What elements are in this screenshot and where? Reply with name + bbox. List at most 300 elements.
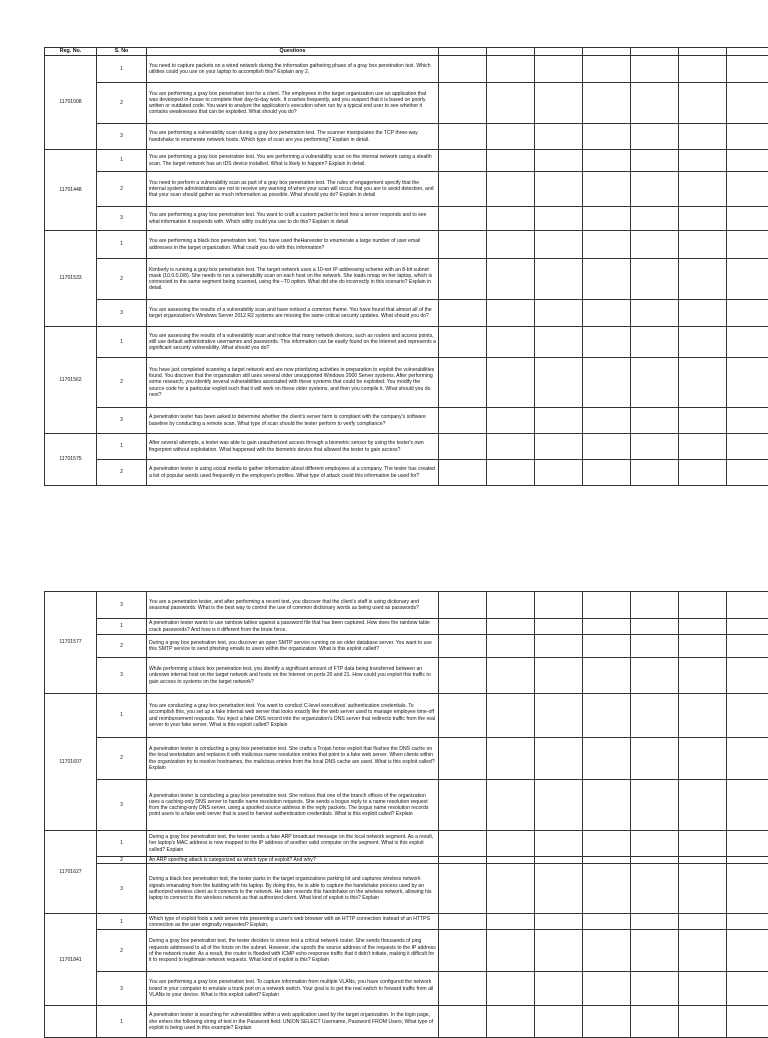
empty-cell (727, 408, 768, 434)
empty-cell (535, 857, 583, 864)
reg-no-cell: 11701448 (45, 150, 97, 231)
empty-cell (583, 864, 631, 914)
table-row (45, 831, 768, 857)
empty-cell (679, 592, 727, 619)
empty-cell (439, 327, 487, 358)
empty-cell (631, 857, 679, 864)
question-cell: An ARP spoofing attack is categorized as which type of exploit? And why? (147, 857, 439, 864)
empty-cell (535, 259, 583, 300)
question-cell: While performing a black box penetration test, you identify a significant amount of FTP data being transferred between an unknown internal host on the target network and hosts on the Internet on ports 20 and 21. How could you exploit this traffic to gain access to systems on the target network? (147, 658, 439, 694)
empty-cell (583, 972, 631, 1006)
reg-no-cell: 11701575 (45, 434, 97, 486)
empty-cell (679, 124, 727, 150)
empty-cell (487, 1006, 535, 1038)
empty-cell (583, 83, 631, 124)
empty-cell (631, 914, 679, 930)
question-cell: During a gray box penetration test, the tester decides to stress test a critical network router. She sends thousands of ping requests addressed to all of the hosts on the subnet. However, she spoofs the source address of the requests to the IP address of the network router. As a result, the router is flooded with ICMP echo response traffic that it didn't initiate, making it difficult for it to respond to legitimate network requests. What kind of exploit is this? Explain (147, 930, 439, 972)
questions-header: Questions (147, 48, 439, 56)
empty-cell (439, 259, 487, 300)
s-no-cell: 2 (97, 259, 147, 300)
table-row (45, 124, 768, 150)
empty-cell (487, 172, 535, 207)
empty-cell (679, 150, 727, 172)
empty-cell (439, 56, 487, 83)
s-no-cell: 2 (97, 358, 147, 408)
empty-cell (439, 83, 487, 124)
empty-cell (487, 592, 535, 619)
empty-cell (679, 831, 727, 857)
empty-cell (583, 150, 631, 172)
empty-cell (487, 694, 535, 738)
s-no-cell: 2 (97, 930, 147, 972)
s-no-cell: 3 (97, 658, 147, 694)
empty-cell (535, 914, 583, 930)
empty-cell (727, 150, 768, 172)
empty-cell (679, 864, 727, 914)
empty-cell (631, 124, 679, 150)
empty-cell (535, 694, 583, 738)
empty-cell (727, 694, 768, 738)
empty-cell (631, 56, 679, 83)
empty-cell (439, 207, 487, 231)
reg-no-cell: 11701533 (45, 231, 97, 327)
empty-cell (727, 259, 768, 300)
empty-cell (535, 658, 583, 694)
empty-cell (535, 460, 583, 486)
empty-cell (535, 780, 583, 831)
empty-cell (727, 930, 768, 972)
empty-cell (487, 831, 535, 857)
empty-cell (631, 930, 679, 972)
empty-cell (487, 56, 535, 83)
empty-cell (727, 300, 768, 327)
s-no-cell: 1 (97, 1006, 147, 1038)
reg-no-cell: 11701607 (45, 694, 97, 831)
empty-cell (583, 930, 631, 972)
empty-cell (679, 635, 727, 658)
header-row (45, 48, 768, 56)
reg-no-header: Reg. No. (45, 48, 97, 56)
empty-header-cell (727, 48, 768, 56)
empty-cell (439, 300, 487, 327)
question-cell: You are assessing the results of a vulnerability scan and have noticed a common theme. You have found that almost all of the target organization's Windows Server 2012 R2 systems are missing the same critical security updates. What should you do? (147, 300, 439, 327)
empty-cell (631, 259, 679, 300)
s-no-cell: 3 (97, 592, 147, 619)
empty-cell (535, 635, 583, 658)
empty-cell (487, 914, 535, 930)
table-row (45, 300, 768, 327)
empty-cell (583, 460, 631, 486)
empty-cell (631, 738, 679, 780)
empty-cell (631, 408, 679, 434)
empty-cell (487, 327, 535, 358)
empty-cell (583, 738, 631, 780)
table-row (45, 592, 768, 619)
empty-cell (583, 259, 631, 300)
empty-cell (727, 914, 768, 930)
table-row (45, 56, 768, 83)
empty-cell (535, 831, 583, 857)
table-row (45, 207, 768, 231)
empty-cell (583, 635, 631, 658)
table-row (45, 231, 768, 259)
table-row (45, 780, 768, 831)
question-cell: After several attempts, a tester was able to gain unauthorized access through a biometric sensor by using the tester's own fingerprint without exploitation. What happened with the biometric device that allowed the tester to gain access? (147, 434, 439, 460)
empty-cell (679, 231, 727, 259)
s-no-cell: 2 (97, 738, 147, 780)
empty-cell (439, 460, 487, 486)
table-row (45, 738, 768, 780)
empty-cell (487, 619, 535, 635)
empty-cell (631, 658, 679, 694)
empty-header-cell (487, 48, 535, 56)
empty-cell (535, 619, 583, 635)
table-row (45, 694, 768, 738)
empty-cell (679, 1006, 727, 1038)
s-no-header: S. No (97, 48, 147, 56)
s-no-cell: 2 (97, 172, 147, 207)
empty-cell (487, 358, 535, 408)
empty-header-cell (439, 48, 487, 56)
question-cell: You need to perform a vulnerability scan as part of a gray box penetration test. The rules of engagement specify that the internal system administrators are not to receive any warning of when your scan will occur, that you are to avoid detection, and that your scan should gather as much information as possible. What should you do? Explain in detail (147, 172, 439, 207)
empty-cell (487, 738, 535, 780)
empty-cell (583, 831, 631, 857)
empty-cell (487, 658, 535, 694)
empty-cell (487, 408, 535, 434)
empty-cell (727, 207, 768, 231)
empty-cell (679, 857, 727, 864)
empty-cell (631, 972, 679, 1006)
empty-cell (583, 231, 631, 259)
empty-cell (535, 738, 583, 780)
empty-cell (535, 150, 583, 172)
s-no-cell: 3 (97, 864, 147, 914)
s-no-cell: 1 (97, 694, 147, 738)
table-row (45, 864, 768, 914)
empty-cell (679, 930, 727, 972)
s-no-cell: 3 (97, 124, 147, 150)
empty-cell (631, 780, 679, 831)
s-no-cell: 2 (97, 83, 147, 124)
empty-cell (727, 658, 768, 694)
empty-cell (679, 460, 727, 486)
empty-cell (583, 434, 631, 460)
empty-cell (631, 635, 679, 658)
empty-cell (487, 259, 535, 300)
empty-cell (727, 327, 768, 358)
reg-no-cell: 11701562 (45, 327, 97, 434)
empty-cell (679, 694, 727, 738)
empty-cell (679, 434, 727, 460)
empty-cell (439, 358, 487, 408)
empty-cell (439, 930, 487, 972)
empty-cell (583, 780, 631, 831)
empty-cell (631, 1006, 679, 1038)
empty-cell (727, 857, 768, 864)
empty-cell (439, 864, 487, 914)
empty-cell (487, 972, 535, 1006)
empty-cell (535, 231, 583, 259)
empty-cell (727, 124, 768, 150)
empty-cell (727, 592, 768, 619)
empty-cell (439, 1006, 487, 1038)
empty-cell (631, 592, 679, 619)
question-cell: A penetration tester is searching for vulnerabilities within a web application used by the target organization. In the login page, she enters the following string of text in the Password field: UNION SELECT Username, Password FROM Users; What type of exploit is being used in this example? Explain (147, 1006, 439, 1038)
empty-cell (583, 124, 631, 150)
s-no-cell: 1 (97, 56, 147, 83)
table-row (45, 619, 768, 635)
empty-cell (487, 124, 535, 150)
empty-cell (631, 83, 679, 124)
empty-cell (583, 914, 631, 930)
question-cell: A penetration tester is conducting a gray box penetration test. She crafts a Trojan horse exploit that flushes the DNS cache on the local workstation and replaces it with malicious name resolution entries that point to a fake web server. When clients within the organization try to resolve hostnames, the malicious entries from the local DNS cache are used. What is this exploit called? Explain (147, 738, 439, 780)
s-no-cell: 1 (97, 831, 147, 857)
questions-table-top (44, 47, 768, 486)
empty-cell (439, 635, 487, 658)
empty-cell (439, 694, 487, 738)
empty-cell (679, 408, 727, 434)
table-row (45, 408, 768, 434)
table-row (45, 172, 768, 207)
empty-cell (439, 434, 487, 460)
question-cell: You are performing a gray box penetration test. To capture information from multiple VLANs, you have configured the network board in your computer to emulate a trunk port on a network switch. Your goal is to get the real switch to forward traffic from all VLANs to your device. What is this exploit called? Explain (147, 972, 439, 1006)
empty-cell (679, 56, 727, 83)
question-cell: You are conducting a gray box penetration test. You want to conduct C-level executives' authentication credentials. To accomplish this, you set up a fake internal web server that looks exactly like the web server used to manage employee time-off and reimbursement requests. You inject a fake DNS record into the organization's DNS server that redirects traffic from the real server to your fake server. What is this exploit called? Explain (147, 694, 439, 738)
empty-cell (631, 172, 679, 207)
question-cell: You are performing a vulnerability scan during a gray box penetration test. The scanner manipulates the TCP three-way handshake to enumerate network hosts. Which type of scan are you performing? Explain in detail. (147, 124, 439, 150)
empty-cell (439, 972, 487, 1006)
empty-cell (679, 207, 727, 231)
empty-cell (535, 56, 583, 83)
s-no-cell: 3 (97, 408, 147, 434)
empty-cell (679, 327, 727, 358)
empty-cell (535, 83, 583, 124)
empty-cell (631, 150, 679, 172)
empty-cell (487, 780, 535, 831)
empty-cell (439, 658, 487, 694)
s-no-cell: 1 (97, 150, 147, 172)
empty-cell (727, 864, 768, 914)
empty-cell (727, 358, 768, 408)
empty-cell (727, 56, 768, 83)
empty-cell (535, 124, 583, 150)
empty-cell (439, 172, 487, 207)
empty-cell (631, 831, 679, 857)
s-no-cell: 3 (97, 972, 147, 1006)
empty-cell (535, 1006, 583, 1038)
empty-cell (439, 619, 487, 635)
reg-no-cell: 11701577 (45, 592, 97, 694)
empty-cell (679, 914, 727, 930)
empty-cell (679, 658, 727, 694)
empty-cell (631, 694, 679, 738)
empty-cell (439, 231, 487, 259)
empty-cell (487, 460, 535, 486)
empty-cell (631, 358, 679, 408)
table-row (45, 972, 768, 1006)
table-row (45, 857, 768, 864)
empty-header-cell (679, 48, 727, 56)
table-row (45, 460, 768, 486)
empty-cell (439, 408, 487, 434)
empty-cell (727, 231, 768, 259)
empty-cell (679, 780, 727, 831)
question-cell: You are performing a gray box penetration test for a client. The employees in the target organization use an application that was developed in-house to complete their day-to-day work. It crashes frequently, and you suspect that it is based on poorly written or outdated code. You want to analyze the application's execution when run by a typical end user to see whether it contains weaknesses that can be exploited. What should you do? (147, 83, 439, 124)
empty-cell (631, 207, 679, 231)
questions-table-bottom (44, 591, 768, 1038)
question-cell: During a gray box penetration test, you discover an open SMTP service running on an older database server. You want to use this SMTP service to send phishing emails to users within the organization. What is this exploit called? (147, 635, 439, 658)
empty-cell (679, 300, 727, 327)
empty-cell (631, 300, 679, 327)
table-row (45, 327, 768, 358)
empty-cell (583, 1006, 631, 1038)
empty-cell (679, 83, 727, 124)
empty-cell (583, 694, 631, 738)
empty-cell (679, 172, 727, 207)
empty-cell (439, 857, 487, 864)
empty-cell (583, 619, 631, 635)
table-row (45, 914, 768, 930)
empty-cell (439, 592, 487, 619)
s-no-cell: 3 (97, 300, 147, 327)
empty-cell (439, 914, 487, 930)
empty-cell (439, 831, 487, 857)
empty-cell (535, 300, 583, 327)
table-row (45, 635, 768, 658)
empty-cell (727, 619, 768, 635)
table-row (45, 259, 768, 300)
empty-cell (535, 930, 583, 972)
empty-cell (631, 434, 679, 460)
table-body (45, 592, 768, 1038)
question-cell: During a gray box penetration test, the tester sends a fake ARP broadcast message on the local network segment. As a result, her laptop's MAC address is now mapped to the IP address of another valid computer on the segment. What is this exploit called? Explain (147, 831, 439, 857)
question-cell: You are a penetration tester, and after performing a recent test, you discover that the client's staff is using dictionary and seasonal passwords. What is the best way to control the use of common dictionary words as being used as passwords? (147, 592, 439, 619)
empty-cell (535, 172, 583, 207)
empty-cell (631, 231, 679, 259)
s-no-cell: 2 (97, 460, 147, 486)
empty-cell (583, 56, 631, 83)
empty-cell (727, 1006, 768, 1038)
empty-cell (727, 434, 768, 460)
empty-cell (535, 207, 583, 231)
s-no-cell: 3 (97, 207, 147, 231)
empty-cell (679, 619, 727, 635)
table-row (45, 83, 768, 124)
empty-cell (679, 259, 727, 300)
s-no-cell: 1 (97, 914, 147, 930)
table-row (45, 434, 768, 460)
empty-cell (679, 358, 727, 408)
empty-cell (583, 300, 631, 327)
empty-cell (583, 857, 631, 864)
empty-cell (439, 124, 487, 150)
table-row (45, 658, 768, 694)
empty-cell (439, 738, 487, 780)
reg-no-cell (45, 1006, 97, 1038)
empty-cell (487, 300, 535, 327)
empty-cell (727, 972, 768, 1006)
empty-header-cell (535, 48, 583, 56)
s-no-cell: 1 (97, 619, 147, 635)
empty-cell (727, 831, 768, 857)
question-cell: A penetration tester is using social media to gather information about different employees at a company. The tester has created a list of popular words used frequently in the employee's profiles. What type of attack could this information be used for? (147, 460, 439, 486)
empty-cell (535, 434, 583, 460)
empty-header-cell (631, 48, 679, 56)
empty-cell (727, 780, 768, 831)
table-row (45, 150, 768, 172)
s-no-cell: 3 (97, 780, 147, 831)
empty-cell (487, 864, 535, 914)
question-cell: Kimberly is running a gray box penetration test. The target network uses a 10-net IP addressing scheme with an 8-bit subnet mask (10.0.0.0/8). She needs to run a vulnerability scan on each host on the network. She loads nmap on her laptop, which is connected to the same segment being scanned, using the –T0 option. What did she do incorrectly in this scenario? Explain in detail. (147, 259, 439, 300)
s-no-cell: 1 (97, 231, 147, 259)
empty-cell (535, 358, 583, 408)
table-row (45, 358, 768, 408)
empty-cell (487, 635, 535, 658)
empty-cell (631, 864, 679, 914)
question-cell: You are performing a gray box penetration test. You are performing a vulnerability scan on the internal network using a stealth scan. The target network has an IDS device installed. What is likely to happen? Explain in detail. (147, 150, 439, 172)
empty-cell (727, 83, 768, 124)
empty-cell (631, 619, 679, 635)
reg-no-cell: 11701841 (45, 914, 97, 1006)
s-no-cell: 1 (97, 327, 147, 358)
empty-cell (727, 635, 768, 658)
question-cell: You are assessing the results of a vulnerability scan and notice that many network devices, such as routers and access points, still use default administrative usernames and passwords. This information can be easily found on the Internet and represents a significant security vulnerability. What should you do? (147, 327, 439, 358)
empty-cell (727, 172, 768, 207)
empty-cell (487, 930, 535, 972)
empty-cell (535, 972, 583, 1006)
empty-cell (631, 327, 679, 358)
question-cell: You have just completed scanning a target network and are now prioritizing activities in preparation to exploit the vulnerabilities found. You discover that the organization still uses several older unsupported Windows 2000 Server systems. After performing some research, you identify several vulnerabilities associated with these systems that could be exploited. You modify the source code for a particular exploit such that it will work on these older systems, and then you compile it. What should you do next? (147, 358, 439, 408)
question-cell: A penetration tester wants to use rainbow tables against a password file that has been captured. How does the rainbow table crack passwords? And how is it different from the brute force. (147, 619, 439, 635)
s-no-cell: 2 (97, 635, 147, 658)
empty-cell (535, 408, 583, 434)
empty-cell (583, 358, 631, 408)
empty-cell (583, 207, 631, 231)
empty-cell (487, 83, 535, 124)
empty-cell (679, 738, 727, 780)
empty-cell (487, 150, 535, 172)
empty-cell (535, 864, 583, 914)
empty-cell (487, 857, 535, 864)
table-body (45, 56, 768, 486)
empty-header-cell (583, 48, 631, 56)
reg-no-cell: 11701627 (45, 831, 97, 914)
empty-cell (487, 231, 535, 259)
empty-cell (679, 972, 727, 1006)
s-no-cell: 2 (97, 857, 147, 864)
question-cell: You are performing a black box penetration test. You have used theHarvester to enumerate a large number of user email addresses in the target organization. What could you do with this information? (147, 231, 439, 259)
empty-cell (583, 327, 631, 358)
table-row (45, 1006, 768, 1038)
empty-cell (727, 460, 768, 486)
question-cell: Which type of exploit fools a web server into presenting a user's web browser with an HTTP connection instead of an HTTPS connection as the user originally requested? Explain, (147, 914, 439, 930)
empty-cell (487, 207, 535, 231)
empty-cell (439, 780, 487, 831)
s-no-cell: 1 (97, 434, 147, 460)
question-cell: A penetration tester is conducting a gray box penetration test. She notices that one of the branch offices of the organization uses a caching-only DNS server to handle name resolution requests. She sends a bogus reply to a name resolution request from the caching-only DNS server, using a spoofed source address in the reply packets. The bogus name resolution records point users to a fake web server that is used to harvest authentication credentials. What is this exploit called? Explain (147, 780, 439, 831)
question-cell: A penetration tester has been asked to determine whether the client's server farm is compliant with the company's software baseline by conducting a remote scan. What type of scan should the tester perform to verify compliance? (147, 408, 439, 434)
empty-cell (535, 592, 583, 619)
empty-cell (487, 434, 535, 460)
empty-cell (535, 327, 583, 358)
empty-cell (583, 172, 631, 207)
empty-cell (439, 150, 487, 172)
empty-cell (583, 658, 631, 694)
table-row (45, 930, 768, 972)
empty-cell (631, 460, 679, 486)
question-cell: During a black box penetration test, the tester parks in the target organizations parking lot and captures wireless network signals emanating from the building with his laptop. By doing this, he is able to capture the handshake process used by an authorized wireless client as it connects to the network. He later resends this handshake on the wireless network, allowing his laptop to connect to the wireless network as that authorized client. What kind of exploit is this? Explain (147, 864, 439, 914)
reg-no-cell: 11701008 (45, 56, 97, 150)
